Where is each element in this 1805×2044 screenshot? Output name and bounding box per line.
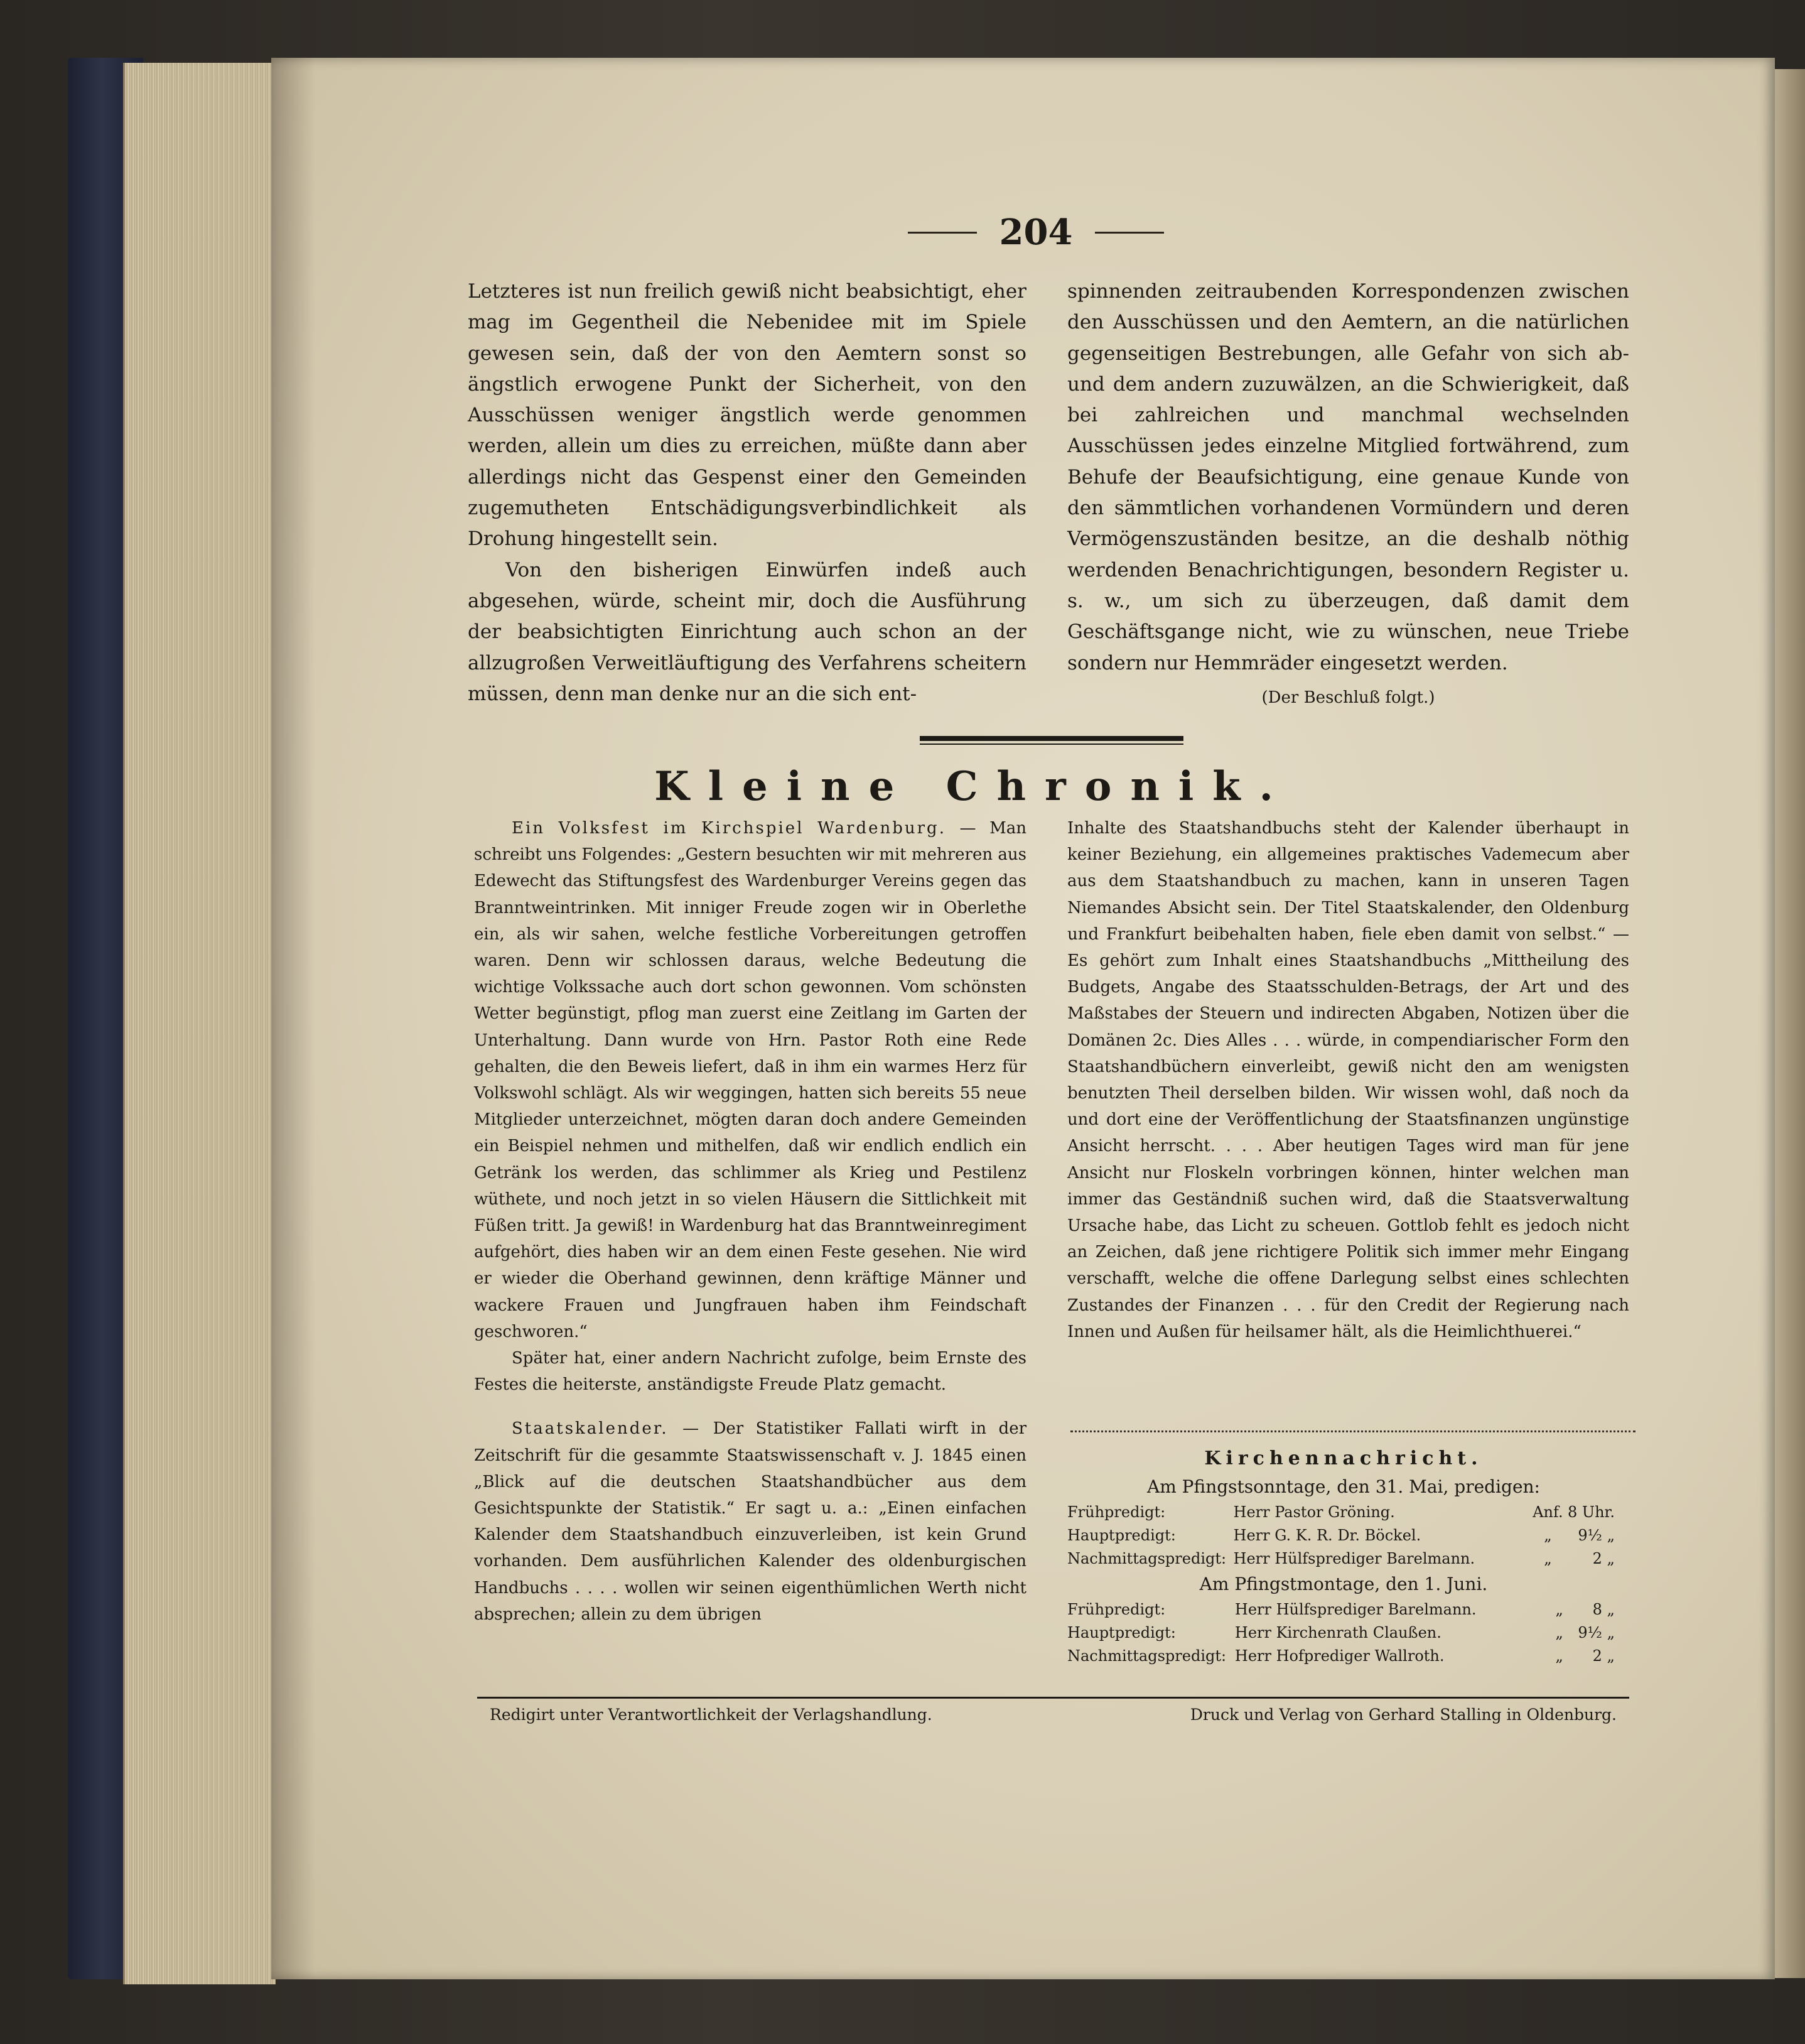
table-cell: Frühpredigt: (1067, 1503, 1166, 1521)
table-cell: 9½ „ (1578, 1527, 1615, 1544)
paragraph: spinnenden zeitraubenden Korrespondenzen zwischen den Ausschüssen und den Aemtern, an die natürlichen gegenseitigen Bestrebungen, alle Gefahr von sich ab- und dem andern zuzuwälzen, an die Schwierigkeit, daß bei zahlreichen und manchmal wechselnden Ausschüssen jedes einzelne Mitglied fortwährend, zum Behufe der Beaufsichtigung, eine genaue Kunde von den sämmtlichen vorhandenen Vormündern und deren Vermögenszuständen besitze, an die deshalb nöthig werdenden Benachrichtigungen, besondern Register u. s. w., um sich zu überzeugen, daß damit dem Geschäftsgange nicht, wie zu wünschen, neue Triebe sondern nur Hemmräder eingesetzt werden. (1067, 280, 1629, 674)
table-cell: Herr Hofprediger Wallroth. (1234, 1647, 1445, 1665)
page-number-rule-right (1095, 232, 1164, 234)
page-number-row (816, 214, 1256, 251)
service-day-title: Am Pfingstsonntage, den 31. Mai, predigen: (1147, 1476, 1540, 1497)
table-cell: Nachmittagspredigt: (1067, 1647, 1227, 1665)
article-title: Ein Volksfest im Kirchspiel Wardenburg. — (512, 819, 978, 838)
table-cell: 2 „ (1592, 1550, 1615, 1567)
page-number-rule-left (908, 232, 977, 234)
table-row (1067, 1598, 1620, 1621)
table-cell: 8 „ (1592, 1601, 1615, 1618)
church-news-heading: Kirchennachricht. (1204, 1447, 1483, 1469)
table-cell: Herr Hülfsprediger Barelmann. (1233, 1550, 1475, 1567)
table-cell: Herr Kirchenrath Claußen. (1234, 1624, 1441, 1641)
paragraph: Später hat, einer andern Nachricht zufolge, beim Ernste des Festes die heiterste, anständigste Freude Platz gemacht. (474, 1349, 1026, 1395)
table-cell: Anf. (1533, 1503, 1563, 1521)
page-number: 204 (999, 212, 1073, 253)
table-cell: „ (1544, 1550, 1552, 1567)
service-day-title: Am Pfingstmontage, den 1. Juni. (1199, 1574, 1488, 1594)
paragraph: Letzteres ist nun freilich gewiß nicht beabsichtigt, eher mag im Gegentheil die Nebenidee mit im Spiele gewesen sein, daß der von den Aemtern sonst so ängstlich erwogene Punkt der Sicherheit, von den Ausschüssen weniger ängstlich werde genommen werden, allein um dies zu erreichen, müßte dann aber allerdings nicht das Gespenst einer den Gemeinden zugemutheten Entschädigungsverbindlichkeit als Drohung hingestellt sein. (468, 280, 1026, 551)
table-cell: „ (1544, 1527, 1552, 1544)
gutter-shadow (271, 58, 315, 1979)
table-cell: „ (1555, 1601, 1563, 1618)
article-title: Staatskalender. — (512, 1419, 701, 1439)
table-cell: 2 „ (1592, 1647, 1615, 1665)
table-row (1067, 1621, 1620, 1645)
article-body: Man schreibt uns Folgendes: „Gestern besuchten wir mit mehreren aus Edewecht das Stiftungsfest des Wardenburger Vereins gegen das Branntweintrinken. Mit inniger Freude zogen wir in Oberlethe ein, als wir sahen, welche festliche Vorbereitungen getroffen waren. Denn wir schlossen daraus, welche Bedeutung die wichtige Volkssache auch dort schon gewonnen. Vom schönsten Wetter begünstigt, pflog man zuerst eine Zeitlang im Garten der Unterhaltung. Dann wurde von Hrn. Pastor Roth eine Rede gehalten, die den Beweis liefert, daß in ihm ein warmes Herz für Volkswohl schlägt. Als wir weggingen, hatten sich bereits 55 neue Mitglieder unterzeichnet, mögten daran doch andere Gemeinden ein Beispiel nehmen und mithelfen, daß wir endlich endlich ein Getränk los werden, das schlimmer als Krieg und Pestilenz wüthete, und noch jetzt in so vielen Häusern die Sittlichkeit mit Füßen tritt. Ja gewiß! in Wardenburg hat das Branntweinregiment aufgehört, dies haben wir an dem einen Feste gesehen. Nie wird er wieder die Oberhand gewinnen, denn kräftige Männer und wackere Frauen und Jungfrauen haben ihm Feindschaft geschworen.“ (474, 819, 1027, 1341)
facing-page-edge (1775, 69, 1805, 1978)
lower-left-column (474, 815, 1026, 1628)
table-cell: Hauptpredigt: (1067, 1527, 1176, 1544)
table-cell: Herr Pastor Gröning. (1233, 1503, 1395, 1521)
section-rule-thin (920, 744, 1183, 745)
table-row (1067, 1524, 1620, 1547)
table-cell: 9½ „ (1578, 1624, 1615, 1641)
table-cell: „ (1555, 1647, 1563, 1665)
upper-right-column (1067, 276, 1629, 710)
footer-rule (477, 1697, 1629, 1699)
table-cell: Herr G. K. R. Dr. Böckel. (1233, 1527, 1421, 1544)
table-row (1067, 1547, 1620, 1571)
footer-printer-note: Druck und Verlag von Gerhard Stalling in Oldenburg. (1190, 1706, 1617, 1724)
table-cell: Hauptpredigt: (1067, 1624, 1176, 1641)
table-cell: Herr Hülfsprediger Barelmann. (1234, 1601, 1477, 1618)
section-rule (920, 736, 1183, 741)
table-cell: Frühpredigt: (1067, 1601, 1166, 1618)
paragraph: Inhalte des Staatshandbuchs steht der Kalender überhaupt in keiner Beziehung, ein allgemeines praktisches Vademecum aber aus dem Staatshandbuch zu machen, kann in unseren Tagen Niemandes Absicht sein. Der Titel Staatskalender, den Oldenburg und Frankfurt beibehalten haben, fiele eben damit von selbst.“ — Es gehört zum Inhalt eines Staatshandbuchs „Mittheilung des Budgets, Angabe des Staatsschulden-Betrags, der Art und des Maßstabes der Steuern und indirecten Abgaben, Notizen über die Domänen 2c. Dies Alles . . . würde, in compendiarischer Form den Staatshandbüchern einverleibt, gewiß nicht den am wenigsten benutzten Theil derselben bilden. Wir wissen wohl, daß noch da und dort eine der Veröffentlichung der Staatsfinanzen ungünstige Ansicht herrscht. . . . Aber heutigen Tages wird man für jene Ansicht nur Floskeln vorbringen können, hinter welchen man immer das Geständniß suchen wird, daß die Staatsverwaltung Ursache habe, das Licht zu scheuen. Gottlob fehlt es jedoch nicht an Zeichen, daß jene richtigere Politik sich immer mehr Eingang verschafft, welche die offene Darlegung selbst eines schlechten Zustandes der Finanzen . . . für den Credit der Regierung nach Innen und Außen für heilsamer hält, als die Heimlichthuerei.“ (1067, 819, 1629, 1341)
article-body: Der Statistiker Fallati wirft in der Zeitschrift für die gesammte Staatswissenschaft v. J. 1845 einen „Blick auf die deutschen Staatshandbücher aus dem Gesichtspunkte der Statistik.“ Er sagt u. a.: „Einen einfachen Kalender dem Staatshandbuch einzuverleiben, ist kein Grund vorhanden. Dem ausführlichen Kalender des oldenburgischen Handbuchs . . . . wollen wir seinen eigenthümlichen Werth nicht absprechen; allein zu dem übrigen (474, 1419, 1027, 1624)
services-table (1067, 1501, 1620, 1571)
continuation-note: (Der Beschluß folgt.) (1261, 688, 1435, 707)
article-volksfest (474, 815, 1026, 1345)
upper-left-column (468, 276, 1026, 710)
lower-right-column (1067, 815, 1629, 1345)
footer-editor-note: Redigirt unter Verantwortlichkeit der Verlagshandlung. (490, 1706, 932, 1724)
page-edges-stack (123, 63, 276, 1984)
church-news-block (1067, 1444, 1620, 1668)
services-table (1067, 1598, 1620, 1668)
table-cell: 8 Uhr. (1567, 1503, 1615, 1521)
article-staatskalender (474, 1415, 1026, 1628)
table-row (1067, 1645, 1620, 1668)
section-heading: Kleine Chronik. (654, 763, 1292, 810)
dotted-separator (1070, 1430, 1635, 1432)
table-cell: Nachmittagspredigt: (1067, 1550, 1227, 1567)
table-cell: „ (1555, 1624, 1563, 1641)
table-row (1067, 1501, 1620, 1524)
paragraph: Von den bisherigen Einwürfen indeß auch abgesehen, würde, scheint mir, doch die Ausführung der beabsichtigten Einrichtung auch schon an der allzugroßen Verweitläuftigung des Verfahrens scheitern müssen, denn man denke nur an die sich ent- (468, 558, 1026, 705)
